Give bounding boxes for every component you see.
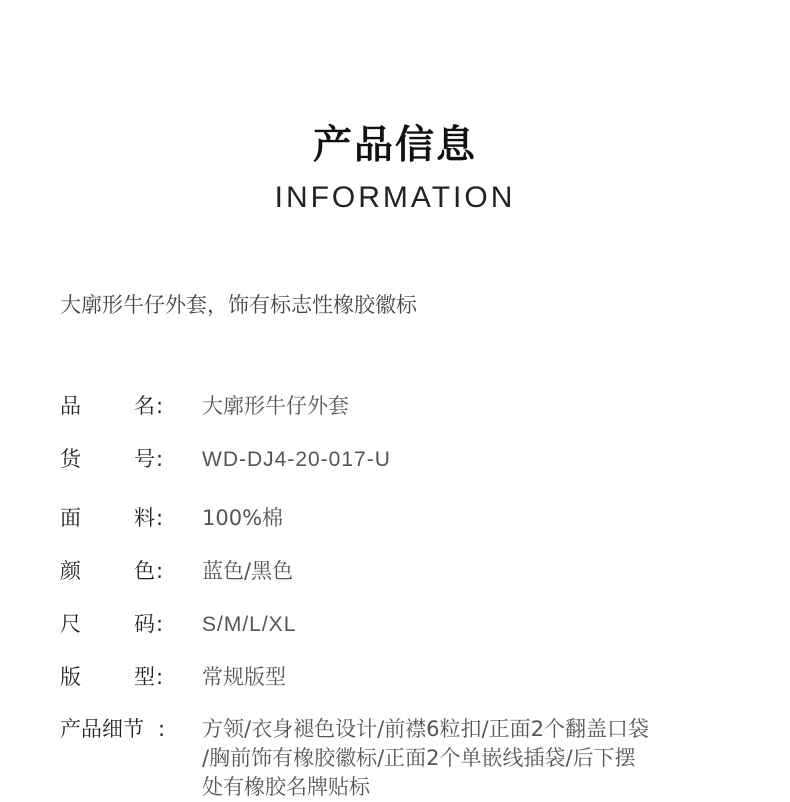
- spec-label-char: 号: [134, 447, 155, 471]
- spec-colon: :: [156, 394, 164, 418]
- details-line: 处有橡胶名牌贴标: [202, 775, 370, 799]
- spec-label-char: 料: [134, 506, 155, 530]
- spec-label-char: 货: [60, 447, 81, 471]
- spec-label-char: 颜: [60, 559, 81, 583]
- spec-value: 100%棉: [202, 506, 284, 530]
- page-subtitle: INFORMATION: [274, 181, 516, 214]
- spec-label-char: 名: [134, 394, 155, 418]
- spec-label-char: 色: [134, 559, 155, 583]
- details-line: /胸前饰有橡胶徽标/正面2个单嵌线插袋/后下摆: [202, 746, 636, 770]
- spec-label-char: 尺: [60, 612, 81, 636]
- spec-label-char: 面: [60, 506, 81, 530]
- spec-value: S/M/L/XL: [202, 613, 297, 636]
- spec-label-text: 产品细节: [60, 717, 144, 741]
- spec-label-char: 型: [134, 665, 155, 689]
- product-summary: 大廓形牛仔外套，饰有标志性橡胶徽标: [60, 293, 417, 317]
- spec-value: 常规版型: [202, 665, 286, 689]
- spec-colon: :: [156, 665, 164, 689]
- spec-colon: :: [158, 717, 166, 741]
- spec-colon: :: [156, 506, 164, 530]
- spec-colon: :: [156, 612, 164, 636]
- details-value: [202, 715, 742, 802]
- spec-label-char: 版: [60, 665, 81, 689]
- spec-label-char: 品: [60, 394, 81, 418]
- spec-value: 蓝色/黑色: [202, 559, 294, 583]
- page-title: 产品信息: [312, 123, 477, 168]
- spec-value: WD-DJ4-20-017-U: [202, 448, 391, 471]
- spec-label-char: 码: [134, 612, 155, 636]
- spec-colon: :: [156, 559, 164, 583]
- details-line: 方领/衣身褪色设计/前襟6粒扣/正面2个翻盖口袋: [202, 717, 649, 741]
- spec-value: 大廓形牛仔外套: [202, 394, 349, 418]
- spec-colon: :: [156, 447, 164, 471]
